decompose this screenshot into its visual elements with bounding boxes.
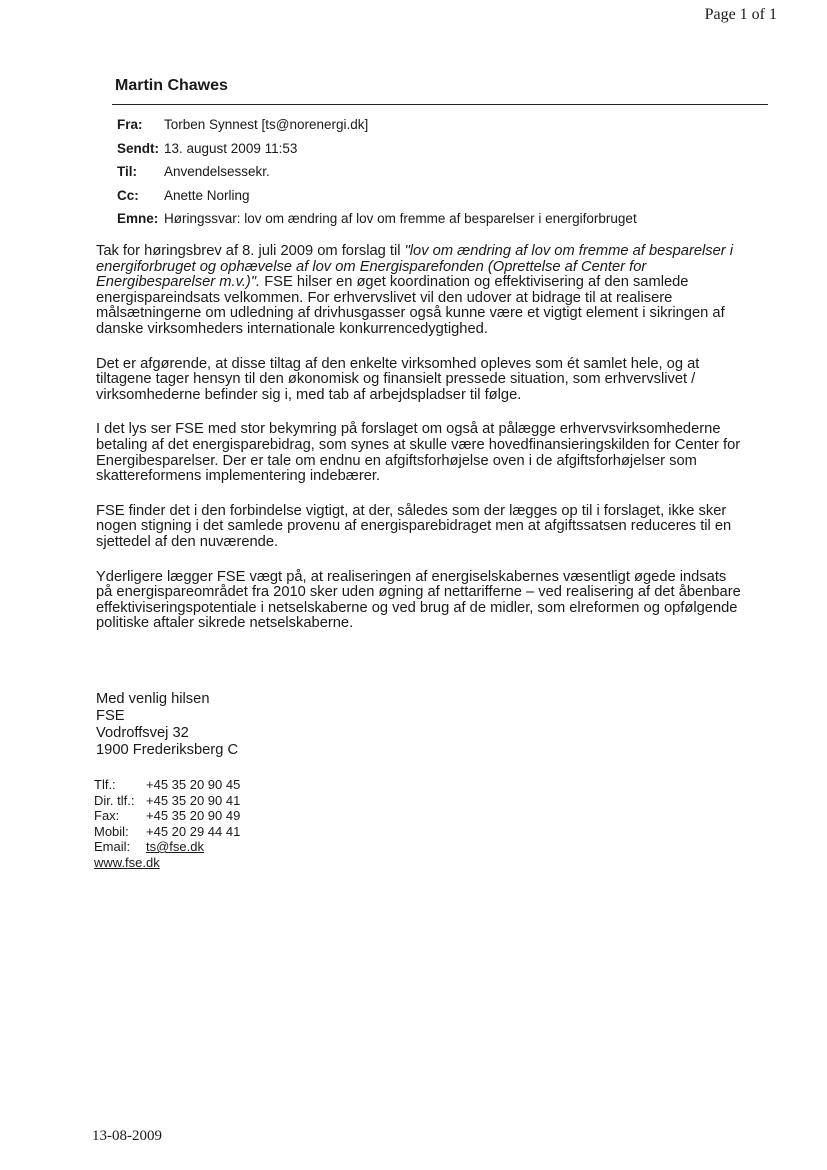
body-line: målsætningerne om udledning af drivhusgasser også kunne være et vigtigt element i sikringen af: [96, 305, 725, 322]
contact-email: [94, 839, 240, 855]
header-field-from: [117, 117, 637, 141]
contact-mobile: [94, 824, 240, 840]
body-line: I det lys ser FSE med stor bekymring på forslaget om også at pålægge erhvervsvirksomhederne: [96, 421, 721, 438]
body-line: [96, 244, 776, 260]
contact-value: +45 35 20 90 41: [146, 792, 241, 808]
header-field-label: Emne:: [117, 211, 159, 226]
contact-fax: [94, 808, 240, 824]
body-line: nogen stigning i det samlede provenu af energisparebidraget men at afgiftssatsen reduceres til en: [96, 518, 732, 535]
signature-block: [96, 691, 238, 759]
email-body: [96, 244, 776, 651]
contact-value: +45 35 20 90 49: [146, 808, 241, 823]
email-link[interactable]: ts@fse.dk: [146, 839, 204, 854]
contact-label: Tlf.:: [94, 777, 116, 792]
body-line: tiltagene tager hensyn til den økonomisk og finansielt pressede situation, som erhvervslivet /: [96, 371, 696, 388]
header-field-to: [117, 164, 637, 188]
contact-label: Email:: [94, 839, 131, 854]
body-paragraph-5: [96, 570, 776, 632]
header-field-subject: [117, 211, 637, 235]
contact-details: [94, 777, 240, 870]
body-line: Energibesparelser. Der er tale om endnu en afgiftsforhøjelse oven i de afgiftsforhøjelser som: [96, 452, 697, 469]
header-field-sent: [117, 141, 637, 165]
footer-date: 13-08-2009: [92, 1128, 162, 1144]
page-number: Page 1 of 1: [704, 6, 777, 23]
body-line: på energispareområdet fra 2010 sker uden øgning af nettarifferne – ved realisering af det åbenbare: [96, 584, 741, 601]
contact-direct-phone: [94, 793, 240, 809]
body-line: skattereformens implementering indebærer.: [96, 468, 381, 485]
header-field-label: Til:: [117, 164, 137, 179]
body-paragraph-1: [96, 244, 776, 338]
body-line: Det er afgørende, at disse tiltag af den enkelte virksomhed opleves som ét samlet hele, og at: [96, 355, 700, 372]
body-paragraph-3: [96, 422, 776, 484]
body-line: effektiviseringspotentiale i netselskaberne og ved brug af de midler, som elreformen og opfølgende: [96, 599, 738, 616]
body-line: FSE finder det i den forbindelse vigtigt, at der, således som der lægges op til i forslaget, ikke sker: [96, 502, 727, 519]
body-line: Yderligere lægger FSE vægt på, at realiseringen af energiselskabernes væsentligt øgede indsats: [96, 568, 727, 585]
header-field-value: 13. august 2009 11:53: [164, 140, 298, 156]
header-field-value: Anette Norling: [164, 187, 250, 203]
header-field-label: Fra:: [117, 117, 143, 132]
header-field-cc: [117, 188, 637, 212]
body-text: FSE hilser en øget koordination og effektivisering af den samlede: [260, 274, 689, 291]
contact-phone: [94, 777, 240, 793]
body-line: betaling af det energisparebidrag, som synes at skulle være hovedfinansieringskilden for Center for: [96, 436, 741, 453]
contact-value: +45 35 20 90 45: [146, 777, 241, 792]
contact-label: Dir. tlf.:: [94, 792, 135, 808]
law-title-text: "lov om ændring af lov om fremme af besparelser i: [404, 243, 734, 259]
email-header-fields: [117, 117, 637, 235]
contact-value: +45 20 29 44 41: [146, 823, 241, 839]
header-field-value: Høringssvar: lov om ændring af lov om fremme af besparelser i energiforbruget: [164, 211, 637, 226]
header-field-value: Torben Synnest [ts@norenergi.dk]: [164, 117, 369, 132]
header-field-label: Cc:: [117, 187, 139, 203]
header-divider: [112, 104, 768, 105]
body-line: politiske aftaler sikrede netselskaberne.: [96, 615, 354, 632]
body-text: Tak for høringsbrev af 8. juli 2009 om forslag til: [96, 243, 405, 259]
body-line: sjettedel af den nuværende.: [96, 533, 279, 550]
contact-website: [94, 855, 240, 871]
body-paragraph-4: [96, 504, 776, 551]
body-line: virksomhederne befinder sig i, med tab af arbejdspladser til følge.: [96, 386, 522, 403]
sender-name: Martin Chawes: [115, 77, 228, 94]
signature-street: Vodroffsvej 32: [96, 725, 189, 741]
body-line: danske virksomheders internationale konkurrencedygtighed.: [96, 320, 488, 337]
signature-org: FSE: [96, 708, 125, 724]
header-field-value: Anvendelsessekr.: [164, 164, 270, 179]
contact-label: Fax:: [94, 808, 120, 823]
header-field-label: Sendt:: [117, 140, 159, 156]
body-paragraph-2: [96, 357, 776, 404]
body-line: [96, 275, 776, 291]
website-link[interactable]: www.fse.dk: [94, 854, 160, 870]
signature-city: 1900 Frederiksberg C: [96, 742, 239, 758]
body-line: energispareindsats velkommen. For erhvervslivet vil den udover at bidrage til at realisere: [96, 289, 673, 306]
contact-label: Mobil:: [94, 823, 129, 839]
closing-greeting: Med venlig hilsen: [96, 691, 210, 707]
law-title-text: Energibesparelser m.v.)".: [96, 274, 261, 291]
law-title-text: energiforbruget og ophævelse af lov om Energisparefonden (Oprettelse af Center for: [96, 258, 647, 275]
